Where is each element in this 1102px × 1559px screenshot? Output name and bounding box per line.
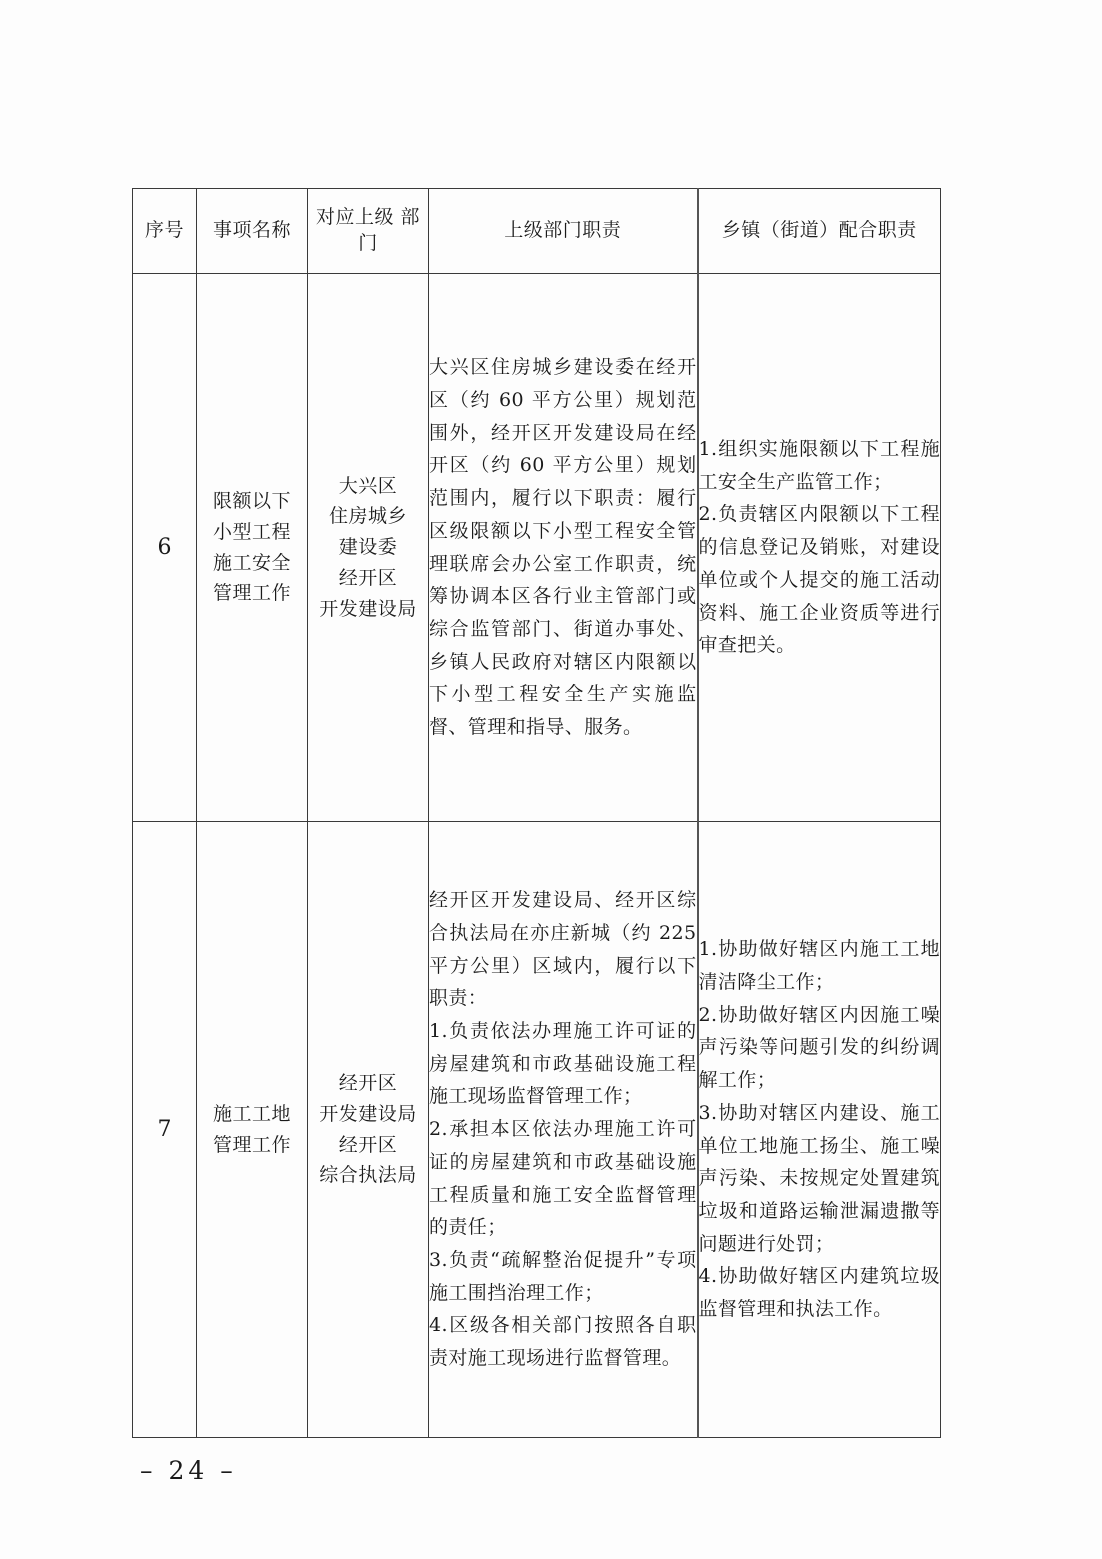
upper-duty-text: 经开区开发建设局、经开区综合执法局在亦庄新城（约 225 平方公里）区域内，履行以下职责： 1.负责依法办理施工许可证的房屋建筑和市政基础设施工程施工现场监督管理工作； 2.承担本区依法办理施工许可证的房屋建筑和市政基础设施工程质量和施工安全监督管理的责任； 3.负责“疏解整治促提升”专项施工围挡治理工作； 4.区级各相关部门按照各自职责对施工现场进行监督管理。: [429, 889, 697, 1369]
header-upper-dept-line2: 部门: [358, 206, 421, 254]
cell-township-duty: [698, 274, 941, 822]
township-duty-text: 1.协助做好辖区内施工工地清洁降尘工作； 2.协助做好辖区内因施工噪声污染等问题引发的纠纷调解工作； 3.协助对辖区内建设、施工单位工地施工扬尘、施工噪声污染、未按规定处置建筑垃圾和道路运输泄漏遗撒等问题进行处罚； 4.协助做好辖区内建筑垃圾监督管理和执法工作。: [698, 938, 940, 1320]
header-upper-dept-line1: 对应上级: [315, 206, 394, 229]
upper-dept-line: 经开区: [338, 1071, 398, 1094]
upper-dept-line: 开发建设局: [319, 597, 417, 620]
item-name-line: 限额以下: [212, 489, 291, 512]
cell-seq: 7: [133, 822, 197, 1438]
cell-item-name: [197, 274, 308, 822]
cell-township-duty: [698, 822, 941, 1438]
cell-upper-dept: [308, 274, 429, 822]
upper-dept-line: 开发建设局: [319, 1102, 417, 1125]
upper-dept-line: 经开区: [338, 566, 398, 589]
page-number: – 24 –: [140, 1456, 237, 1485]
table-header-row: [133, 189, 941, 274]
upper-dept-line: 大兴区: [338, 474, 398, 497]
cell-upper-dept: [308, 822, 429, 1438]
item-name-line: 施工工地: [212, 1102, 291, 1125]
item-name-line: 管理工作: [212, 1133, 291, 1156]
item-name-line: 管理工作: [212, 582, 291, 605]
header-township-duty: 乡镇（街道）配合职责: [698, 189, 941, 274]
cell-upper-duty: [429, 822, 698, 1438]
cell-upper-duty: [429, 274, 698, 822]
township-duty-text: 1.组织实施限额以下工程施工安全生产监管工作； 2.负责辖区内限额以下工程的信息登记及销账，对建设单位或个人提交的施工活动资料、施工企业资质等进行审查把关。: [698, 438, 940, 657]
responsibility-table: [132, 188, 941, 1438]
upper-dept-line: 建设委: [338, 536, 398, 559]
cell-item-name: [197, 822, 308, 1438]
item-name-line: 小型工程: [212, 520, 291, 543]
header-item-name: 事项名称: [197, 189, 308, 274]
item-name-line: 施工安全: [212, 551, 291, 574]
upper-dept-line: 综合执法局: [319, 1164, 417, 1187]
table-row: [133, 822, 941, 1438]
header-seq: 序号: [133, 189, 197, 274]
header-upper-dept: [308, 189, 429, 274]
upper-dept-line: 住房城乡: [328, 505, 407, 528]
header-upper-duty: 上级部门职责: [429, 189, 698, 274]
upper-dept-line: 经开区: [338, 1133, 398, 1156]
table-row: [133, 274, 941, 822]
upper-duty-text: 大兴区住房城乡建设委在经开区（约 60 平方公里）规划范围外，经开区开发建设局在经开区（约 60 平方公里）规划范围内，履行以下职责：履行区级限额以下小型工程安全管理联席会办公室工作职责，统筹协调本区各行业主管部门或综合监管部门、街道办事处、乡镇人民政府对辖区内限额以下小型工程安全生产实施监督、管理和指导、服务。: [429, 356, 697, 738]
cell-seq: 6: [133, 274, 197, 822]
